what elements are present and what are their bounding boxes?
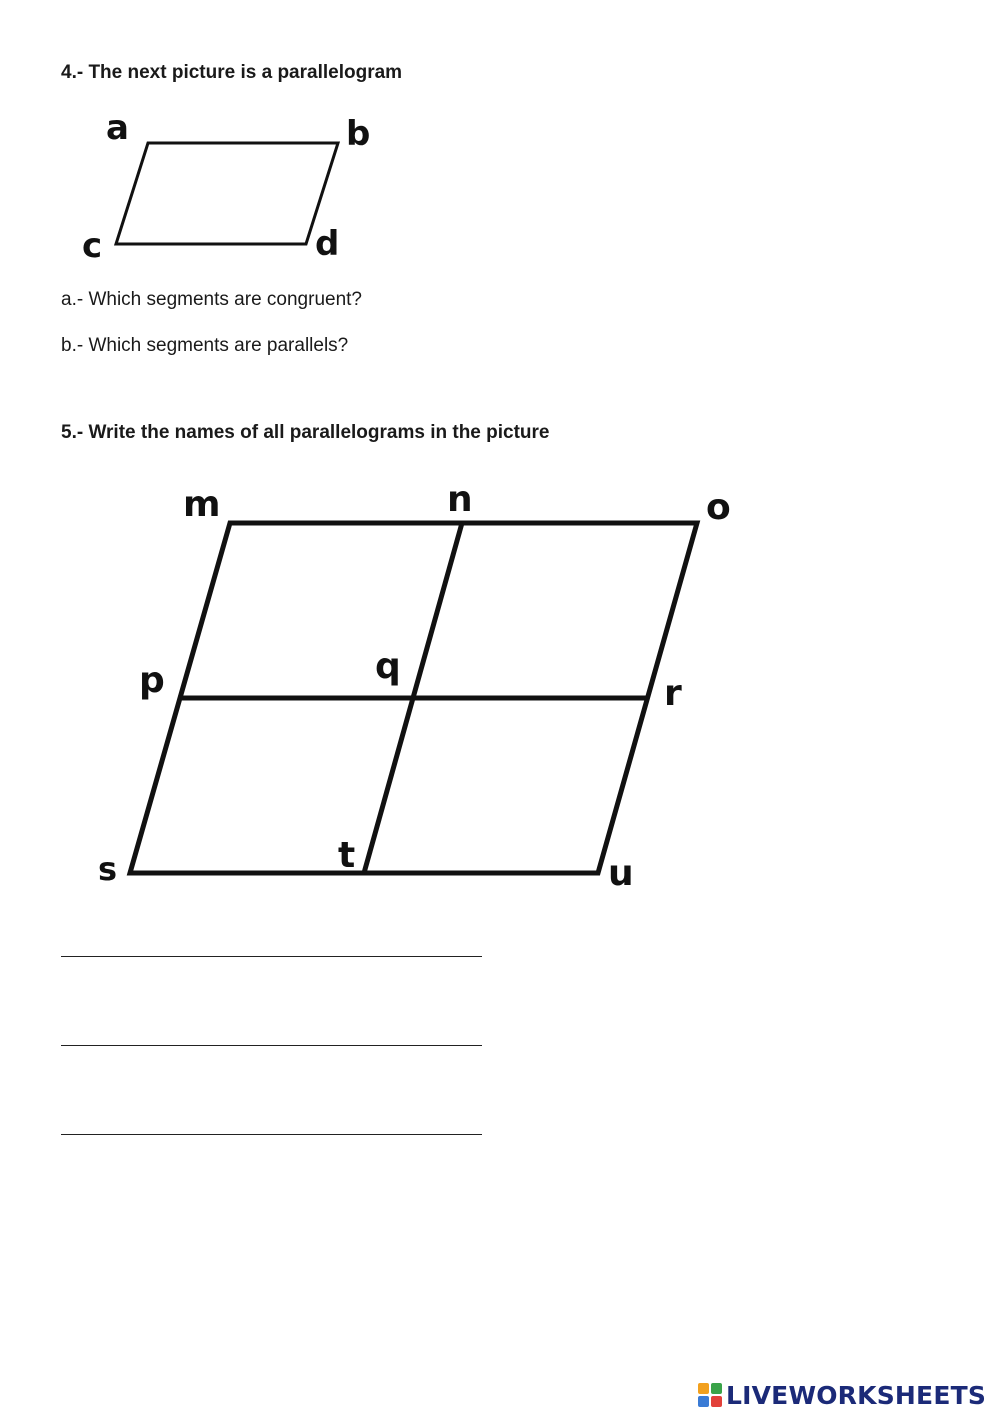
vertex-u-label: u — [608, 853, 634, 894]
vertex-q-label: q — [375, 646, 401, 687]
parallelogram-grid-figure — [0, 480, 800, 900]
vertex-p-label: p — [139, 660, 165, 701]
vertex-n-label: n — [447, 479, 473, 520]
vertex-d-label: d — [315, 224, 340, 264]
vertex-m-label: m — [183, 484, 221, 525]
liveworksheets-brand-text: LIVEWORKSHEETS — [726, 1380, 987, 1410]
vertex-s-label: s — [98, 850, 118, 888]
parallelogram-abcd-figure — [0, 100, 400, 280]
question-5-heading: 5.- Write the names of all parallelograms in the picture — [61, 422, 550, 443]
answer-line-3[interactable] — [61, 1134, 482, 1135]
vertex-o-label: o — [706, 487, 731, 528]
question-4b-text: b.- Which segments are parallels? — [61, 335, 349, 356]
vertex-t-label: t — [338, 835, 356, 876]
vertex-r-label: r — [664, 673, 682, 714]
parallelogram-abcd-shape — [116, 143, 338, 244]
vertex-b-label: b — [346, 114, 371, 154]
answer-line-2[interactable] — [61, 1045, 482, 1046]
question-4-heading: 4.- The next picture is a parallelogram — [61, 62, 403, 83]
liveworksheets-mark-icon — [698, 1383, 722, 1407]
vertex-a-label: a — [106, 108, 129, 148]
answer-line-1[interactable] — [61, 956, 482, 957]
question-4a-text: a.- Which segments are congruent? — [61, 289, 362, 310]
liveworksheets-logo — [698, 1378, 986, 1412]
vertex-c-label: c — [82, 226, 103, 266]
